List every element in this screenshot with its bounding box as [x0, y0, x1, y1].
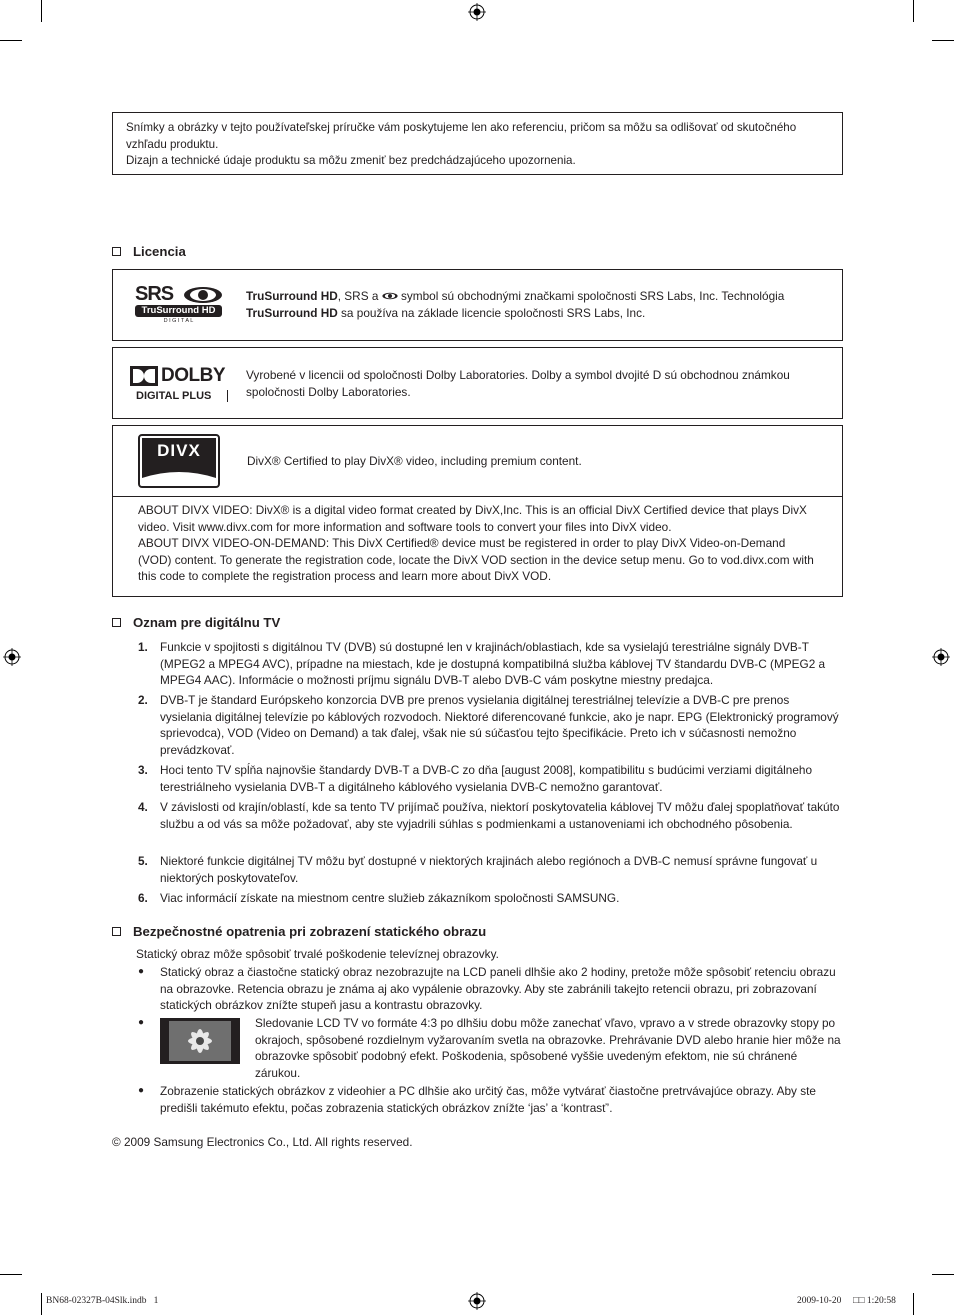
footer-file: BN68-02327B-04Slk.indb 1 — [46, 1296, 159, 1306]
registration-mark-icon — [468, 3, 486, 21]
disclaimer-text: Dizajn a technické údaje produktu sa môžu zmeniť bez predchádzajúceho upozornenia. — [126, 154, 576, 167]
divx-certified-text: DivX® Certified to play DivX® video, including premium content. — [247, 454, 582, 468]
disclaimer-text: Snímky a obrázky v tejto používateľskej príručke vám poskytujeme len ako referenciu, pričom sa môžu sa odlišovať od skutočného vzhľadu produktu. — [126, 121, 797, 151]
dolby-license-box — [112, 347, 843, 419]
srs-license-box — [112, 269, 843, 341]
divider — [113, 496, 842, 497]
list-item: 1. Funkcie v spojitosti s digitálnou TV (DVB) sú dostupné len v krajinách/oblastiach, kde sa vysielajú terestriálne signály DVB-T (MPEG2 a MPEG4 AVC), prípadne na miestach, kde je dostupná kompatibilná služba káblovej TV štandardu DVB-C (MPEG2 a MPEG4 AAC). Informácie o možnosti príjmu signálu DVB-T alebo DVB-C vám poskytne miestny predajca. — [138, 640, 826, 687]
checkbox-icon — [112, 927, 121, 936]
tv-screen-image — [160, 1018, 240, 1064]
list-item: ● Sledovanie LCD TV vo formáte 4:3 po dlhšiu dobu môže zanechať vľavo, vpravo a v strede obrazovky stopy po okrajoch, spôsobené rozdielnym vyžarovaním svetla na obrazovke. Prehrávanie DVD alebo hranie hier môže na obrazovke spôsobiť podobný efekt. Poškodenia, spôsobené vyššie uvedeným efektom, nie sú chránené zárukou. — [138, 1016, 841, 1080]
checkbox-icon — [112, 247, 121, 256]
srs-logo — [135, 284, 225, 326]
footer-date: 2009-10-20 — [797, 1296, 842, 1306]
list-item: 6. Viac informácií získate na miestnom centre služieb zákazníkom spoločnosti SAMSUNG. — [138, 891, 620, 905]
dolby-logo — [130, 365, 230, 405]
crop-mark — [913, 0, 914, 22]
list-item: 5. Niektoré funkcie digitálnej TV môžu byť dostupné v niektorých krajinách alebo regiónoch a DVB-C nemusí správne fungovať u niektorých poskytovateľov. — [138, 854, 818, 885]
disclaimer-box — [112, 112, 843, 175]
dolby-license-text: Vyrobené v licencii od spoločnosti Dolby Laboratories. Dolby a symbol dvojité D sú obchodnou známkou spoločnosti Dolby Laboratories. — [246, 368, 790, 399]
registration-mark-icon — [932, 648, 950, 666]
crop-mark — [932, 40, 954, 41]
checkbox-icon — [112, 618, 121, 627]
divx-license-box — [112, 425, 843, 597]
list-item: ● Statický obraz a čiastočne statický obraz nezobrazujte na LCD paneli dlhšie ako 2 hodiny, pretože môže spôsobiť retenciu obrazu na obrazovke. Retencia obrazu je známa aj ako vypálenie obrazovky. Aby ste zabránili takejto retencii obrazu, pri zobrazovaní statických obrázkov znížte stupeň jasu a kontrastu obrazovky. — [138, 965, 836, 1012]
intro-text: Statický obraz môže spôsobiť trvalé poškodenie televíznej obrazovky. — [136, 947, 499, 961]
crop-mark — [0, 40, 22, 41]
crop-mark — [932, 1274, 954, 1275]
divx-about-text: ABOUT DIVX VIDEO: DivX® is a digital video format created by DivX,Inc. This is an official DivX Certified device that plays DivX video. Visit www.divx.com for more information and software tools to convert your files into DivX video. ABOUT DIVX VIDEO-ON-DEMAND: This DivX Certified® device must be registered in order to play DivX Video-on-Demand (VOD) content. To generate the registration code, locate the DivX VOD section in the device setup menu. Go to vod.divx.com with this code to complete the registration process and learn more about DivX VOD. — [138, 503, 814, 583]
registration-mark-icon — [468, 1292, 486, 1310]
srs-logo-digital: D I G I T A L — [163, 318, 194, 324]
section-heading: Bezpečnostné opatrenia pri zobrazení statického obrazu — [112, 924, 486, 940]
list-item: 4. V závislosti od krajín/oblastí, kde sa tento TV prijímač používa, niektorí poskytovatelia káblovej TV môžu ďalej spoplatňovať takúto službu a od vás sa môže požadovať, aby ste vyjadrili súhlas s podmienkami a ustanoveniami ich obchodného pôsobenia. — [138, 800, 840, 831]
section-heading: Oznam pre digitálnu TV — [112, 615, 280, 631]
list-item: 2. DVB-T je štandard Európskeho konzorcia DVB pre prenos vysielania digitálnej terestriálnej televízie a DVB-C pre prenos vysielania digitálnej televízie po káblových rozvodoch. Niektoré diferencované funkcie, ako je napr. EPG (Elektronický programový sprievodca), VOD (Video on Demand) a tak ďalej, však nie sú súčasťou tejto špecifikácie. Preto ich v súčasnosti nemožno prevádzkovať. — [138, 693, 839, 757]
crop-mark — [41, 0, 42, 22]
dolby-double-d-icon — [130, 366, 158, 386]
srs-logo-text: SRS — [135, 283, 174, 305]
dolby-logo-sub: DIGITAL PLUS — [136, 390, 228, 402]
footer-time: □□ 1:20:58 — [853, 1296, 896, 1306]
list-item: 3. Hoci tento TV spĺňa najnovšie štandardy DVB-T a DVB-C zo dňa [august 2008], kompatibilitu s budúcimi verziami digitálneho terestriálneho vysielania DVB-T a digitálneho káblového vysielania DVB-C nemožno garantovať. — [138, 763, 813, 794]
srs-circle-icon — [382, 292, 398, 300]
registration-mark-icon — [3, 648, 21, 666]
srs-license-text: TruSurround HD, SRS a symbol sú obchodnými značkami spoločnosti SRS Labs, Inc. Technológia TruSurround HD sa používa na základe licencie spoločnosti SRS Labs, Inc. — [246, 289, 785, 320]
list-item: ● Zobrazenie statických obrázkov z videohier a PC dlhšie ako určitý čas, môže vytvárať čiastočne pretrvávajúce obrazy. Aby ste predišli takémuto efektu, počas zobrazenia statických obrázkov znížte ‘jas’ a ‘kontrasť’. — [138, 1084, 816, 1115]
srs-logo-sub: TruSurround HD — [135, 305, 222, 317]
divx-logo-text: DIVX — [157, 441, 201, 460]
dolby-logo-text: DOLBY — [161, 365, 225, 386]
srs-circle-icon — [183, 286, 223, 304]
copyright-text: © 2009 Samsung Electronics Co., Ltd. All rights reserved. — [112, 1135, 413, 1149]
crop-mark — [0, 1274, 22, 1275]
section-heading: Licencia — [112, 244, 186, 260]
crop-mark — [41, 1293, 42, 1315]
crop-mark — [913, 1293, 914, 1315]
